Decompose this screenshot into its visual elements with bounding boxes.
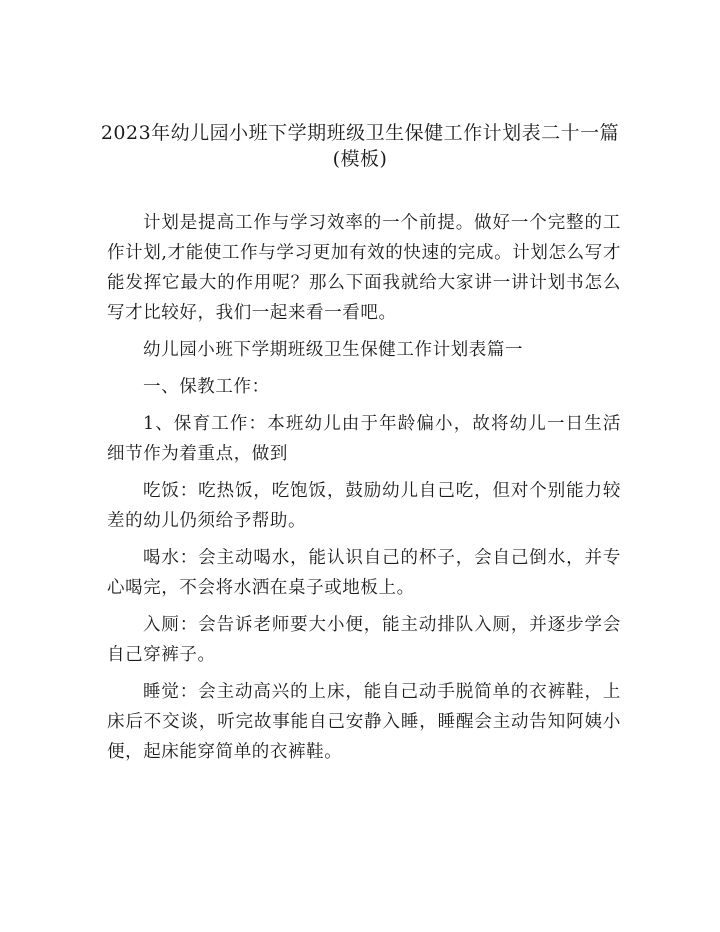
document-title: 2023年幼儿园小班下学期班级卫生保健工作计划表二十一篇(模板) bbox=[100, 122, 620, 170]
subsection-heading: 一、保教工作： bbox=[143, 377, 270, 397]
eating-paragraph: 吃饭：吃热饭，吃饱饭，鼓励幼儿自己吃，但对个别能力较差的幼儿仍须给予帮助。 bbox=[107, 481, 621, 531]
sleeping-paragraph: 睡觉：会主动高兴的上床，能自己动手脱简单的衣裤鞋，上床后不交谈，听完故事能自己安静入睡，睡醒会主动告知阿姨小便，起床能穿简单的衣裤鞋。 bbox=[107, 682, 621, 762]
care-work-paragraph: 1、保育工作：本班幼儿由于年龄偏小，故将幼儿一日生活细节作为着重点，做到 bbox=[107, 414, 621, 464]
drinking-paragraph: 喝水：会主动喝水，能认识自己的杯子，会自己倒水，并专心喝完，不会将水洒在桌子或地板上。 bbox=[107, 548, 621, 598]
toilet-paragraph: 入厕：会告诉老师要大小便，能主动排队入厕，并逐步学会自己穿裤子。 bbox=[107, 615, 621, 665]
document-body bbox=[107, 208, 621, 774]
intro-paragraph: 计划是提高工作与学习效率的一个前提。做好一个完整的工作计划,才能使工作与学习更加有效的快速的完成。计划怎么写才能发挥它最大的作用呢？那么下面我就给大家讲一讲计划书怎么写才比较好，我们一起来看一看吧。 bbox=[107, 213, 621, 323]
section-heading: 幼儿园小班下学期班级卫生保健工作计划表篇一 bbox=[143, 340, 524, 360]
